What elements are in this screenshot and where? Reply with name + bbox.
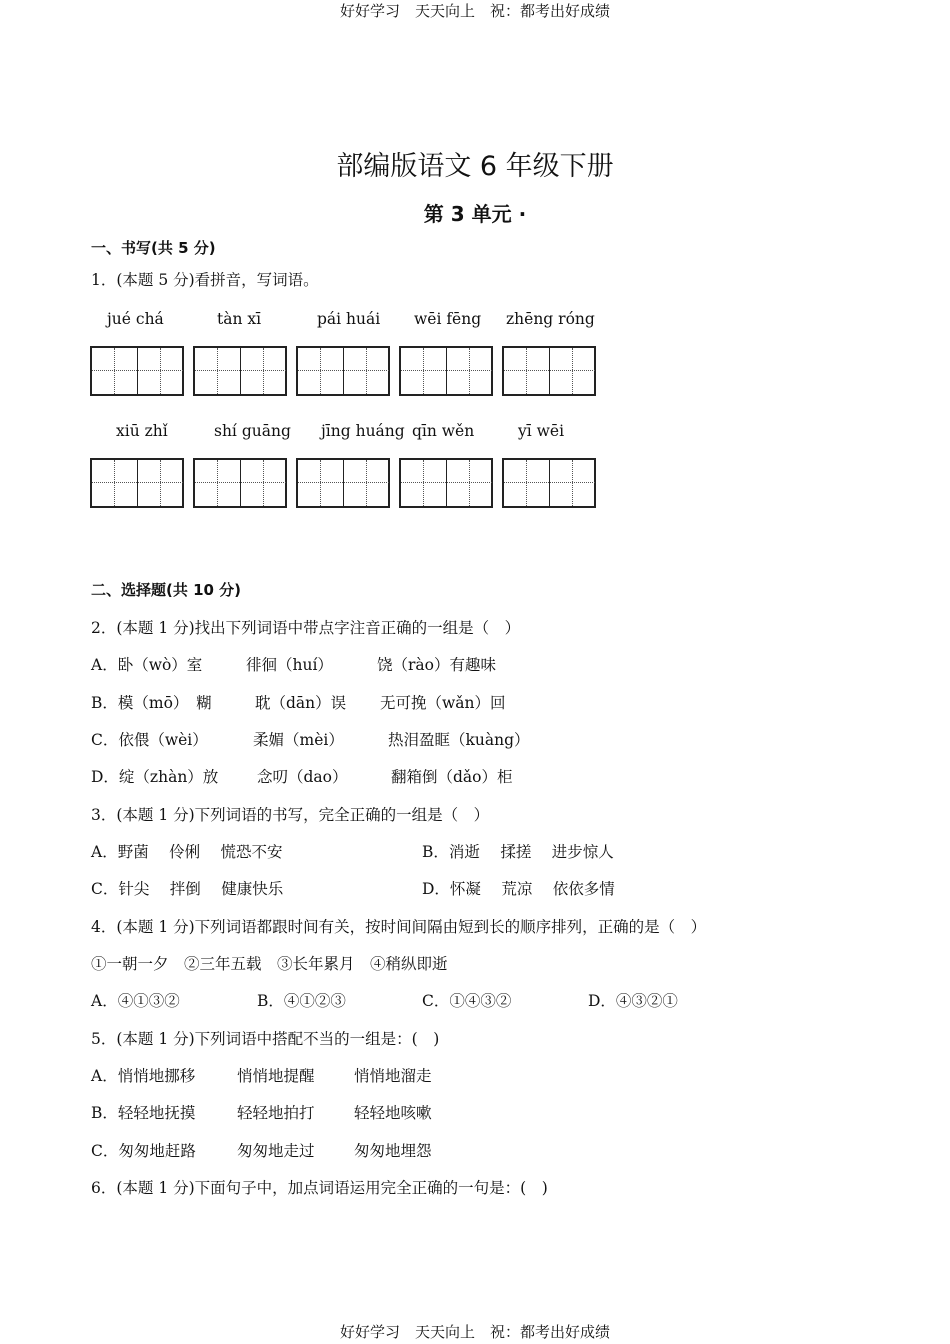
writing-grid-box[interactable] [296, 458, 390, 508]
writing-grid-box[interactable] [502, 458, 596, 508]
page-header: 好好学习 天天向上 祝：都考出好成绩 [339, 2, 610, 20]
writing-grid-box[interactable] [193, 458, 287, 508]
page-footer: 好好学习 天天向上 祝：都考出好成绩 [339, 1323, 610, 1341]
writing-grid-box[interactable] [193, 346, 287, 396]
writing-grid-box[interactable] [399, 458, 493, 508]
document-subtitle: 第 3 单元 · [423, 202, 527, 226]
section-heading-writing: 一、书写(共 5 分) [91, 239, 216, 257]
pinyin-label: jué chá [107, 310, 164, 328]
writing-grid-box[interactable] [90, 346, 184, 396]
section-heading-choice: 二、选择题(共 10 分) [91, 581, 242, 599]
pinyin-label: yī wēi [518, 422, 565, 440]
pinyin-label: pái huái [317, 310, 381, 328]
pinyin-label: wēi fēng [414, 310, 482, 328]
question-2-stem: 2．(本题 1 分)找出下列词语中带点字注音正确的一组是（ ） [91, 619, 521, 637]
document-title: 部编版语文 6 年级下册 [336, 151, 614, 182]
pinyin-label: jīng huáng [321, 422, 405, 440]
writing-grid-box[interactable] [502, 346, 596, 396]
question-4-stem: 4．(本题 1 分)下列词语都跟时间有关，按时间间隔由短到长的顺序排列，正确的是（ ） [91, 918, 707, 936]
pinyin-label: xiū zhǐ [116, 422, 168, 440]
question-6-stem: 6．(本题 1 分)下面句子中，加点词语运用完全正确的一句是：( ) [91, 1179, 548, 1197]
pinyin-label: qīn wěn [412, 422, 475, 440]
question-5-stem: 5．(本题 1 分)下列词语中搭配不当的一组是：( ) [91, 1030, 440, 1048]
writing-grid-box[interactable] [90, 458, 184, 508]
writing-grid-box[interactable] [296, 346, 390, 396]
writing-grid-box[interactable] [399, 346, 493, 396]
question-3-stem: 3．(本题 1 分)下列词语的书写，完全正确的一组是（ ） [91, 806, 490, 824]
pinyin-label: tàn xī [217, 310, 262, 328]
pinyin-label: shí guāng [214, 422, 291, 440]
question-1-stem: 1．(本题 5 分)看拼音，写词语。 [91, 271, 319, 289]
pinyin-label: zhēng róng [506, 310, 595, 328]
question-4-items: ①一朝一夕 ②三年五载 ③长年累月 ④稍纵即逝 [91, 955, 448, 973]
